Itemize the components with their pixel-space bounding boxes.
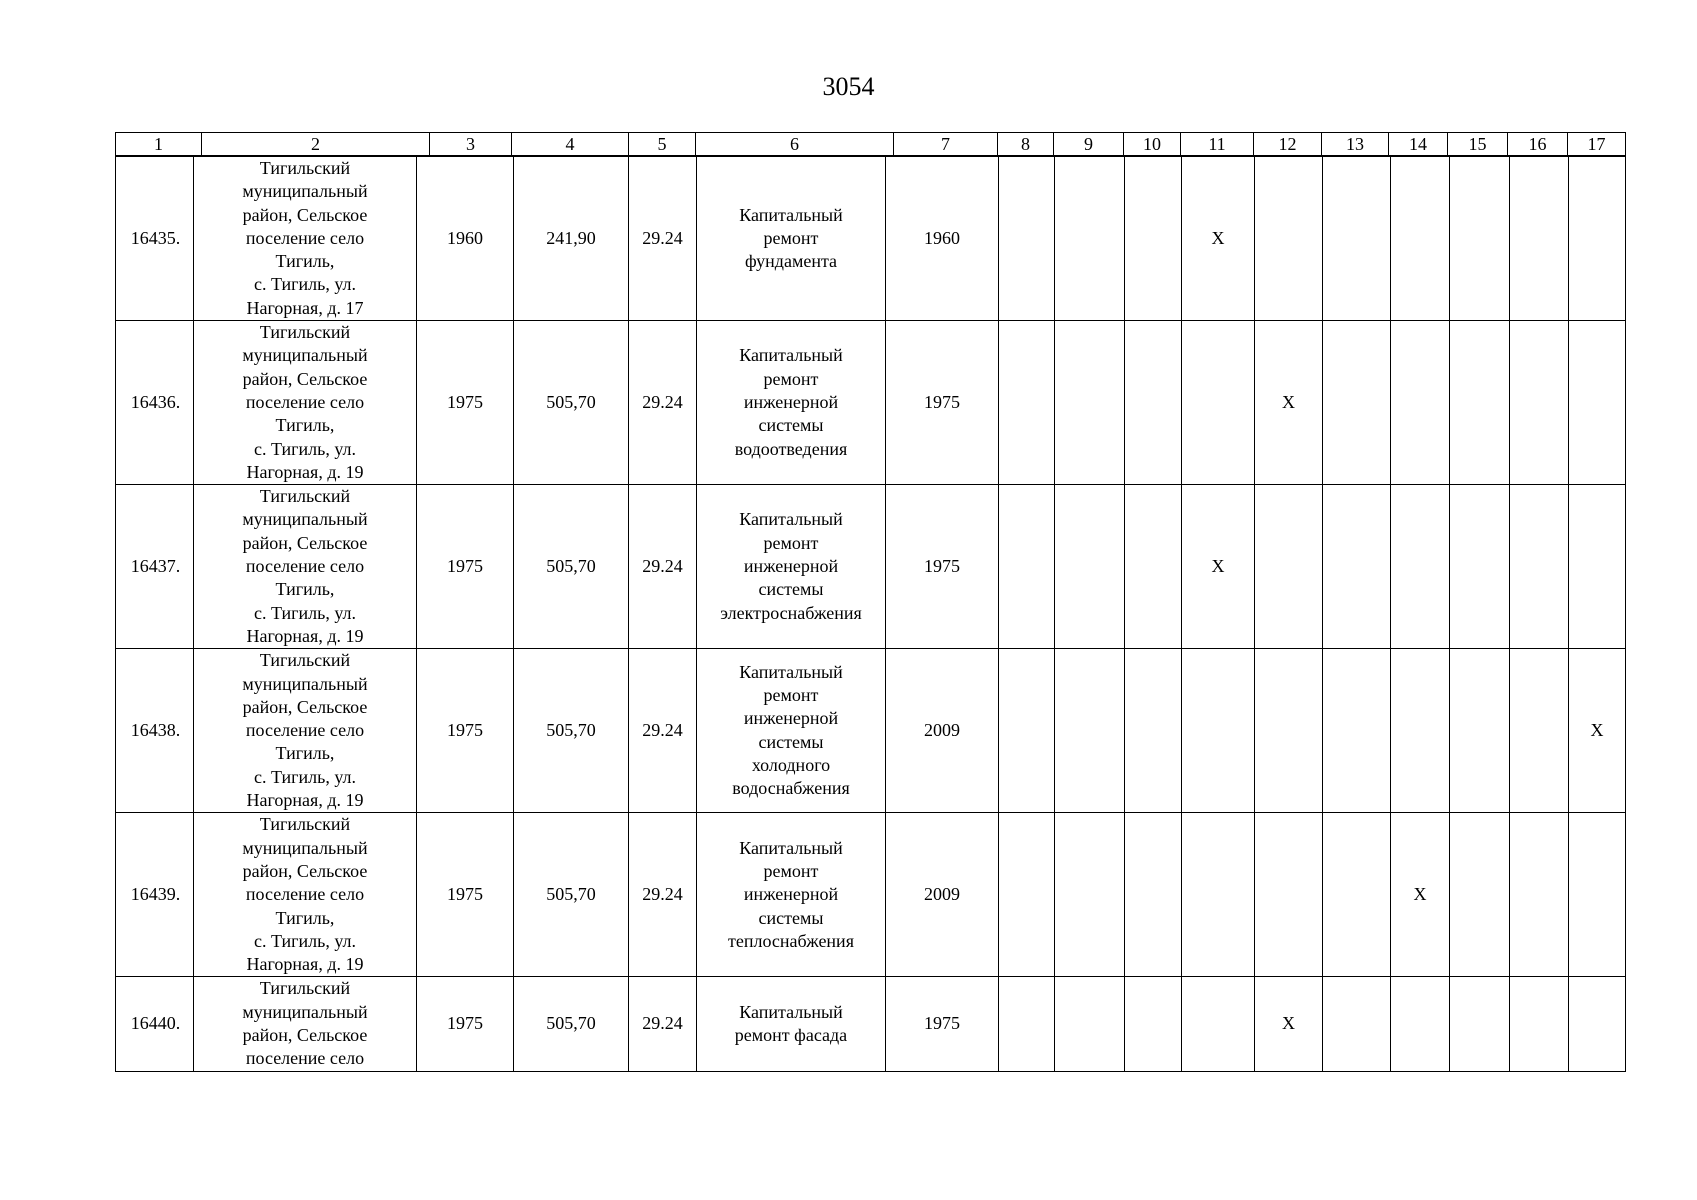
code-cell: 29.24 (629, 977, 697, 1071)
empty-cell-col-17 (1569, 157, 1626, 321)
year-cell: 2009 (886, 649, 999, 813)
work-type-cell (697, 485, 886, 649)
column-header-7: 7 (894, 133, 998, 156)
work-type-line: фундамента (744, 251, 838, 272)
empty-cell-col-8 (999, 649, 1055, 813)
column-header-15: 15 (1448, 133, 1508, 156)
code-cell: 29.24 (629, 813, 697, 977)
empty-cell-col-15 (1450, 157, 1510, 321)
address-line: с. Тигиль, ул. (253, 930, 357, 951)
work-type-cell (697, 321, 886, 485)
page-number: 3054 (822, 72, 875, 101)
empty-cell-col-14 (1391, 977, 1450, 1071)
work-type-line: Капитальный (739, 1001, 843, 1022)
work-type-line: ремонт фасада (734, 1024, 848, 1045)
work-type-line: Капитальный (739, 509, 843, 530)
address-line: Тигильский (259, 978, 351, 999)
address-line: Тигиль, (275, 251, 335, 272)
table-row (116, 157, 1626, 321)
empty-cell-col-8 (999, 485, 1055, 649)
address-line: с. Тигиль, ул. (253, 274, 357, 295)
empty-cell-col-16 (1510, 321, 1569, 485)
column-header-8: 8 (998, 133, 1054, 156)
work-type-line: Капитальный (739, 661, 843, 682)
empty-cell-col-16 (1510, 485, 1569, 649)
empty-cell-col-9 (1055, 649, 1125, 813)
address-cell (194, 977, 417, 1071)
address-line: Тигильский (259, 322, 351, 343)
column-header-2: 2 (202, 133, 430, 156)
column-header-5: 5 (629, 133, 696, 156)
address-line: Тигильский (259, 814, 351, 835)
empty-cell-col-10 (1125, 977, 1182, 1071)
work-type-line: инженерной (743, 391, 839, 412)
mark-cell-col-11: X (1182, 485, 1255, 649)
column-header-9: 9 (1054, 133, 1124, 156)
empty-cell-col-9 (1055, 977, 1125, 1071)
empty-cell-col-14 (1391, 321, 1450, 485)
empty-cell-col-16 (1510, 157, 1569, 321)
address-line: район, Сельское (242, 204, 368, 225)
empty-cell-col-10 (1125, 321, 1182, 485)
year-cell: 2009 (886, 813, 999, 977)
year-cell: 1975 (886, 977, 999, 1071)
area-cell: 505,70 (514, 321, 629, 485)
empty-cell-col-14 (1391, 157, 1450, 321)
work-type-line: инженерной (743, 708, 839, 729)
address-cell (194, 157, 417, 321)
area-cell: 505,70 (514, 485, 629, 649)
empty-cell-col-15 (1450, 321, 1510, 485)
work-type-line: системы (758, 579, 824, 600)
empty-cell-col-16 (1510, 813, 1569, 977)
row-number: 16439. (116, 813, 194, 977)
empty-cell-col-10 (1125, 485, 1182, 649)
address-line: Нагорная, д. 19 (246, 625, 364, 646)
address-line: Тигиль, (275, 743, 335, 764)
column-header-4: 4 (512, 133, 629, 156)
year-built-cell: 1975 (417, 485, 514, 649)
column-header-10: 10 (1124, 133, 1181, 156)
year-built-cell: 1975 (417, 649, 514, 813)
address-line: район, Сельское (242, 532, 368, 553)
address-line: муниципальный (242, 673, 368, 694)
column-header-14: 14 (1389, 133, 1448, 156)
mark-cell-col-12: X (1255, 977, 1323, 1071)
empty-cell-col-11 (1182, 321, 1255, 485)
empty-cell-col-16 (1510, 649, 1569, 813)
work-type-line: ремонт (763, 227, 819, 248)
mark-cell-col-14: X (1391, 813, 1450, 977)
area-cell: 505,70 (514, 649, 629, 813)
empty-cell-col-10 (1125, 813, 1182, 977)
mark-cell-col-11: X (1182, 157, 1255, 321)
empty-cell-col-14 (1391, 649, 1450, 813)
address-line: район, Сельское (242, 1024, 368, 1045)
empty-cell-col-9 (1055, 321, 1125, 485)
area-cell: 241,90 (514, 157, 629, 321)
address-line: муниципальный (242, 1001, 368, 1022)
address-line: Тигильский (259, 158, 351, 178)
address-line: Нагорная, д. 19 (246, 790, 364, 811)
year-built-cell: 1975 (417, 321, 514, 485)
work-type-line: ремонт (763, 368, 819, 389)
code-cell: 29.24 (629, 485, 697, 649)
empty-cell-col-17 (1569, 977, 1626, 1071)
address-line: район, Сельское (242, 696, 368, 717)
column-header-11: 11 (1181, 133, 1254, 156)
empty-cell-col-13 (1323, 813, 1391, 977)
year-built-cell: 1960 (417, 157, 514, 321)
address-line: поселение село (245, 884, 365, 905)
table-body (116, 157, 1626, 1072)
column-number-row (116, 133, 1626, 156)
row-number: 16440. (116, 977, 194, 1071)
empty-cell-col-9 (1055, 813, 1125, 977)
address-cell (194, 813, 417, 977)
address-line: Нагорная, д. 19 (246, 954, 364, 975)
empty-cell-col-11 (1182, 977, 1255, 1071)
row-number: 16438. (116, 649, 194, 813)
code-cell: 29.24 (629, 157, 697, 321)
empty-cell-col-9 (1055, 485, 1125, 649)
empty-cell-col-14 (1391, 485, 1450, 649)
empty-cell-col-15 (1450, 813, 1510, 977)
column-header-3: 3 (430, 133, 512, 156)
work-type-cell (697, 813, 886, 977)
column-header-13: 13 (1322, 133, 1389, 156)
empty-cell-col-13 (1323, 321, 1391, 485)
work-type-line: ремонт (763, 685, 819, 706)
address-line: муниципальный (242, 509, 368, 530)
address-line: муниципальный (242, 837, 368, 858)
empty-cell-col-17 (1569, 485, 1626, 649)
work-type-cell (697, 977, 886, 1071)
address-line: Тигильский (259, 486, 351, 507)
column-header-16: 16 (1508, 133, 1568, 156)
address-line: район, Сельское (242, 860, 368, 881)
empty-cell-col-15 (1450, 977, 1510, 1071)
table-row (116, 485, 1626, 649)
column-header-table (115, 132, 1626, 156)
empty-cell-col-15 (1450, 649, 1510, 813)
data-table (115, 156, 1626, 1072)
work-type-cell (697, 649, 886, 813)
address-line: Тигиль, (275, 579, 335, 600)
address-line: Тигиль, (275, 415, 335, 436)
work-type-line: системы (758, 907, 824, 928)
empty-cell-col-13 (1323, 977, 1391, 1071)
table-row (116, 977, 1626, 1071)
row-number: 16435. (116, 157, 194, 321)
work-type-line: инженерной (743, 556, 839, 577)
empty-cell-col-11 (1182, 813, 1255, 977)
work-type-line: холодного (751, 755, 831, 776)
empty-cell-col-16 (1510, 977, 1569, 1071)
column-header-6: 6 (696, 133, 894, 156)
empty-cell-col-13 (1323, 649, 1391, 813)
address-line: Нагорная, д. 19 (246, 461, 364, 482)
address-line: поселение село (245, 1048, 365, 1069)
work-type-cell (697, 157, 886, 321)
area-cell: 505,70 (514, 813, 629, 977)
row-number: 16437. (116, 485, 194, 649)
address-line: с. Тигиль, ул. (253, 602, 357, 623)
empty-cell-col-12 (1255, 649, 1323, 813)
empty-cell-col-13 (1323, 485, 1391, 649)
address-line: муниципальный (242, 181, 368, 202)
empty-cell-col-12 (1255, 813, 1323, 977)
column-header-12: 12 (1254, 133, 1322, 156)
work-type-line: системы (758, 731, 824, 752)
area-cell: 505,70 (514, 977, 629, 1071)
work-type-line: Капитальный (739, 837, 843, 858)
address-line: поселение село (245, 720, 365, 741)
year-built-cell: 1975 (417, 977, 514, 1071)
column-header-17: 17 (1568, 133, 1626, 156)
table-row (116, 813, 1626, 977)
address-line: район, Сельское (242, 368, 368, 389)
table-row (116, 321, 1626, 485)
empty-cell-col-8 (999, 321, 1055, 485)
empty-cell-col-17 (1569, 321, 1626, 485)
empty-cell-col-8 (999, 977, 1055, 1071)
address-line: с. Тигиль, ул. (253, 438, 357, 459)
code-cell: 29.24 (629, 321, 697, 485)
address-line: Нагорная, д. 17 (246, 297, 364, 318)
year-built-cell: 1975 (417, 813, 514, 977)
empty-cell-col-10 (1125, 157, 1182, 321)
address-cell (194, 321, 417, 485)
year-cell: 1975 (886, 321, 999, 485)
table-row (116, 649, 1626, 813)
address-line: муниципальный (242, 345, 368, 366)
work-type-line: ремонт (763, 532, 819, 553)
code-cell: 29.24 (629, 649, 697, 813)
empty-cell-col-8 (999, 813, 1055, 977)
empty-cell-col-11 (1182, 649, 1255, 813)
address-line: поселение село (245, 227, 365, 248)
empty-cell-col-10 (1125, 649, 1182, 813)
year-cell: 1975 (886, 485, 999, 649)
empty-cell-col-9 (1055, 157, 1125, 321)
work-type-line: Капитальный (739, 345, 843, 366)
empty-cell-col-15 (1450, 485, 1510, 649)
work-type-line: инженерной (743, 884, 839, 905)
address-cell (194, 649, 417, 813)
column-header-1: 1 (116, 133, 202, 156)
empty-cell-col-13 (1323, 157, 1391, 321)
address-line: Тигильский (259, 650, 351, 671)
address-line: с. Тигиль, ул. (253, 766, 357, 787)
year-cell: 1960 (886, 157, 999, 321)
address-line: Тигиль, (275, 907, 335, 928)
address-line: поселение село (245, 556, 365, 577)
work-type-line: водоотведения (734, 438, 848, 459)
empty-cell-col-12 (1255, 157, 1323, 321)
address-line: поселение село (245, 391, 365, 412)
address-cell (194, 485, 417, 649)
work-type-line: ремонт (763, 860, 819, 881)
work-type-line: системы (758, 415, 824, 436)
empty-cell-col-8 (999, 157, 1055, 321)
work-type-line: водоснабжения (732, 778, 850, 799)
empty-cell-col-12 (1255, 485, 1323, 649)
mark-cell-col-17: X (1569, 649, 1626, 813)
mark-cell-col-12: X (1255, 321, 1323, 485)
work-type-line: электроснабжения (720, 602, 862, 623)
work-type-line: теплоснабжения (728, 930, 854, 951)
empty-cell-col-17 (1569, 813, 1626, 977)
row-number: 16436. (116, 321, 194, 485)
work-type-line: Капитальный (739, 204, 843, 225)
